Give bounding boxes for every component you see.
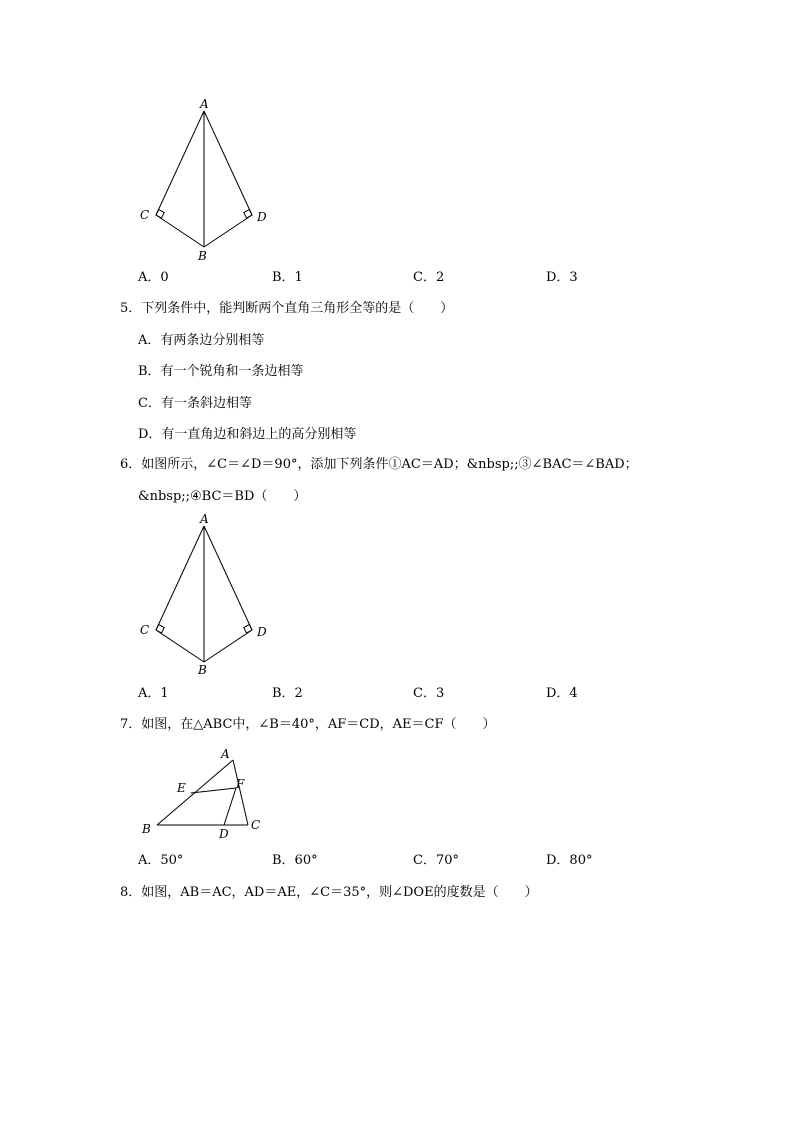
q7-stem: 7．如图，在△ABC中，∠B＝40°，AF＝CD，AE＝CF（ ） bbox=[120, 717, 496, 732]
label-C: C bbox=[140, 208, 150, 222]
label-D: D bbox=[219, 827, 229, 841]
label-A: A bbox=[221, 747, 230, 761]
label-D: D bbox=[257, 210, 267, 224]
q4-option-a[interactable]: A．0 bbox=[138, 270, 169, 285]
label-D: D bbox=[257, 625, 267, 639]
figure-kite-2 bbox=[130, 510, 280, 680]
q6-option-d[interactable]: D．4 bbox=[546, 686, 578, 701]
q6-option-a[interactable]: A．1 bbox=[138, 686, 169, 701]
q7-option-d[interactable]: D．80° bbox=[546, 853, 593, 868]
q5-option-a[interactable]: A．有两条边分别相等 bbox=[138, 333, 265, 348]
label-C: C bbox=[251, 818, 261, 832]
q5-option-c[interactable]: C．有一条斜边相等 bbox=[138, 396, 252, 411]
q4-option-b[interactable]: B．1 bbox=[272, 270, 303, 285]
q7-option-a[interactable]: A．50° bbox=[138, 853, 184, 868]
q6-stem-line1: 6．如图所示，∠C＝∠D＝90°，添加下列条件①AC＝AD；&nbsp;;③∠BAC＝∠BAD； bbox=[120, 457, 638, 472]
label-B: B bbox=[142, 822, 151, 836]
q6-stem-line2: &nbsp;;④BC＝BD（ ） bbox=[138, 489, 307, 504]
q5-stem: 5．下列条件中，能判断两个直角三角形全等的是（ ） bbox=[120, 301, 454, 316]
figure-triangle bbox=[135, 740, 275, 845]
label-E: E bbox=[177, 781, 186, 795]
figure-kite-1 bbox=[130, 95, 280, 265]
q5-option-b[interactable]: B．有一个锐角和一条边相等 bbox=[138, 364, 304, 379]
label-B: B bbox=[198, 249, 207, 263]
q4-option-d[interactable]: D．3 bbox=[546, 270, 578, 285]
q8-stem: 8．如图，AB＝AC，AD＝AE，∠C＝35°，则∠DOE的度数是（ ） bbox=[120, 885, 538, 900]
label-C: C bbox=[140, 623, 150, 637]
label-F: F bbox=[236, 777, 245, 791]
q6-option-b[interactable]: B．2 bbox=[272, 686, 303, 701]
label-A: A bbox=[200, 97, 209, 111]
q7-option-c[interactable]: C．70° bbox=[413, 853, 459, 868]
q5-option-d[interactable]: D．有一直角边和斜边上的高分别相等 bbox=[138, 427, 357, 442]
label-B: B bbox=[198, 663, 207, 677]
q7-option-b[interactable]: B．60° bbox=[272, 853, 318, 868]
q4-option-c[interactable]: C．2 bbox=[413, 270, 445, 285]
q6-option-c[interactable]: C．3 bbox=[413, 686, 445, 701]
label-A: A bbox=[200, 512, 209, 526]
